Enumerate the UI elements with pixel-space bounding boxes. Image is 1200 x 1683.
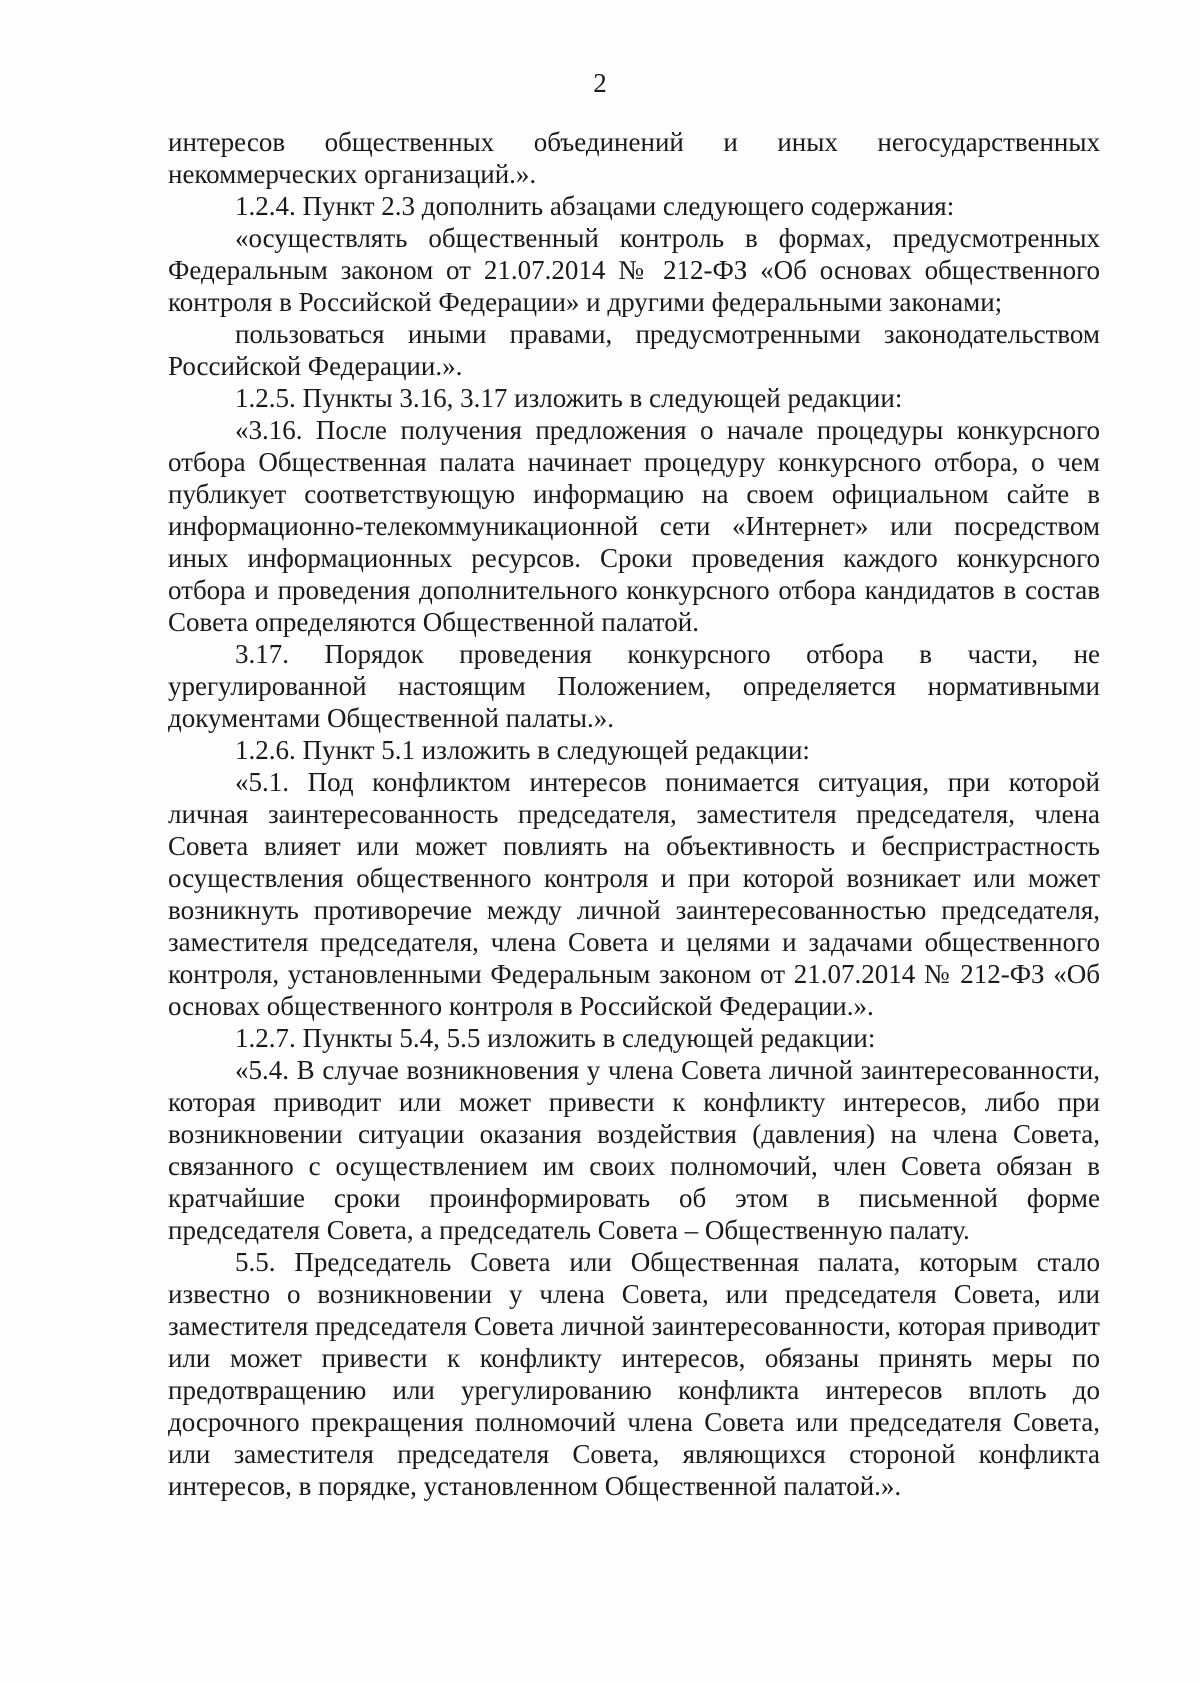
paragraph: 1.2.4. Пункт 2.3 дополнить абзацами следующего содержания: (235, 191, 955, 221)
paragraph: «5.4. В случае возникновения у члена Совета личной заинтересованности, которая приводит или может привести к конфликту интересов, либо при возникновении ситуации оказания воздействия (давления) на члена Совета, связанного с осуществлением им своих полномочий, член Совета обязан в кратчайшие сроки проинформировать об этом в письменной форме председателя Совета, а председатель Совета – Общественную палату. (168, 1055, 1100, 1245)
paragraph: 1.2.6. Пункт 5.1 изложить в следующей редакции: (235, 735, 810, 765)
paragraph: «5.1. Под конфликтом интересов понимается ситуация, при которой личная заинтересованность председателя, заместителя председателя, члена Совета влияет или может повлиять на объективность и беспристрастность осуществления общественного контроля и при которой возникает или может возникнуть противоречие между личной заинтересованностью председателя, заместителя председателя, члена Совета и целями и задачами общественного контроля, установленными Федеральным законом от 21.07.2014 № 212-ФЗ «Об основах общественного контроля в Российской Федерации.». (168, 767, 1100, 1021)
paragraph: 3.17. Порядок проведения конкурсного отбора в части, не урегулированной настоящим Положением, определяется нормативными документами Общественной палаты.». (168, 639, 1100, 733)
page-number: 2 (593, 68, 607, 98)
paragraph: 5.5. Председатель Совета или Общественная палата, которым стало известно о возникновении у члена Совета, или председателя Совета, или заместителя председателя Совета личной заинтересованности, которая приводит или может привести к конфликту интересов, обязаны принять меры по предотвращению или урегулированию конфликта интересов вплоть до досрочного прекращения полномочий члена Совета или председателя Совета, или заместителя председателя Совета, являющихся стороной конфликта интересов, в порядке, установленном Общественной палатой.». (168, 1247, 1100, 1501)
paragraph: «3.16. После получения предложения о начале процедуры конкурсного отбора Общественная палата начинает процедуру конкурсного отбора, о чем публикует соответствующую информацию на своем официальном сайте в информационно-телекоммуникационной сети «Интернет» или посредством иных информационных ресурсов. Сроки проведения каждого конкурсного отбора и проведения дополнительного конкурсного отбора кандидатов в состав Совета определяются Общественной палатой. (168, 415, 1100, 637)
paragraph: 1.2.5. Пункты 3.16, 3.17 изложить в следующей редакции: (235, 383, 903, 413)
document-body (168, 126, 1100, 1502)
paragraph: 1.2.7. Пункты 5.4, 5.5 изложить в следующей редакции: (235, 1023, 876, 1053)
paragraph: интересов общественных объединений и иных негосударственных некоммерческих организаций.». (168, 127, 1100, 189)
paragraph: «осуществлять общественный контроль в формах, предусмотренных Федеральным законом от 21.07.2014 № 212-ФЗ «Об основах общественного контроля в Российской Федерации» и другими федеральными законами; (168, 223, 1100, 317)
paragraph: пользоваться иными правами, предусмотренными законодательством Российской Федерации.». (168, 319, 1100, 381)
